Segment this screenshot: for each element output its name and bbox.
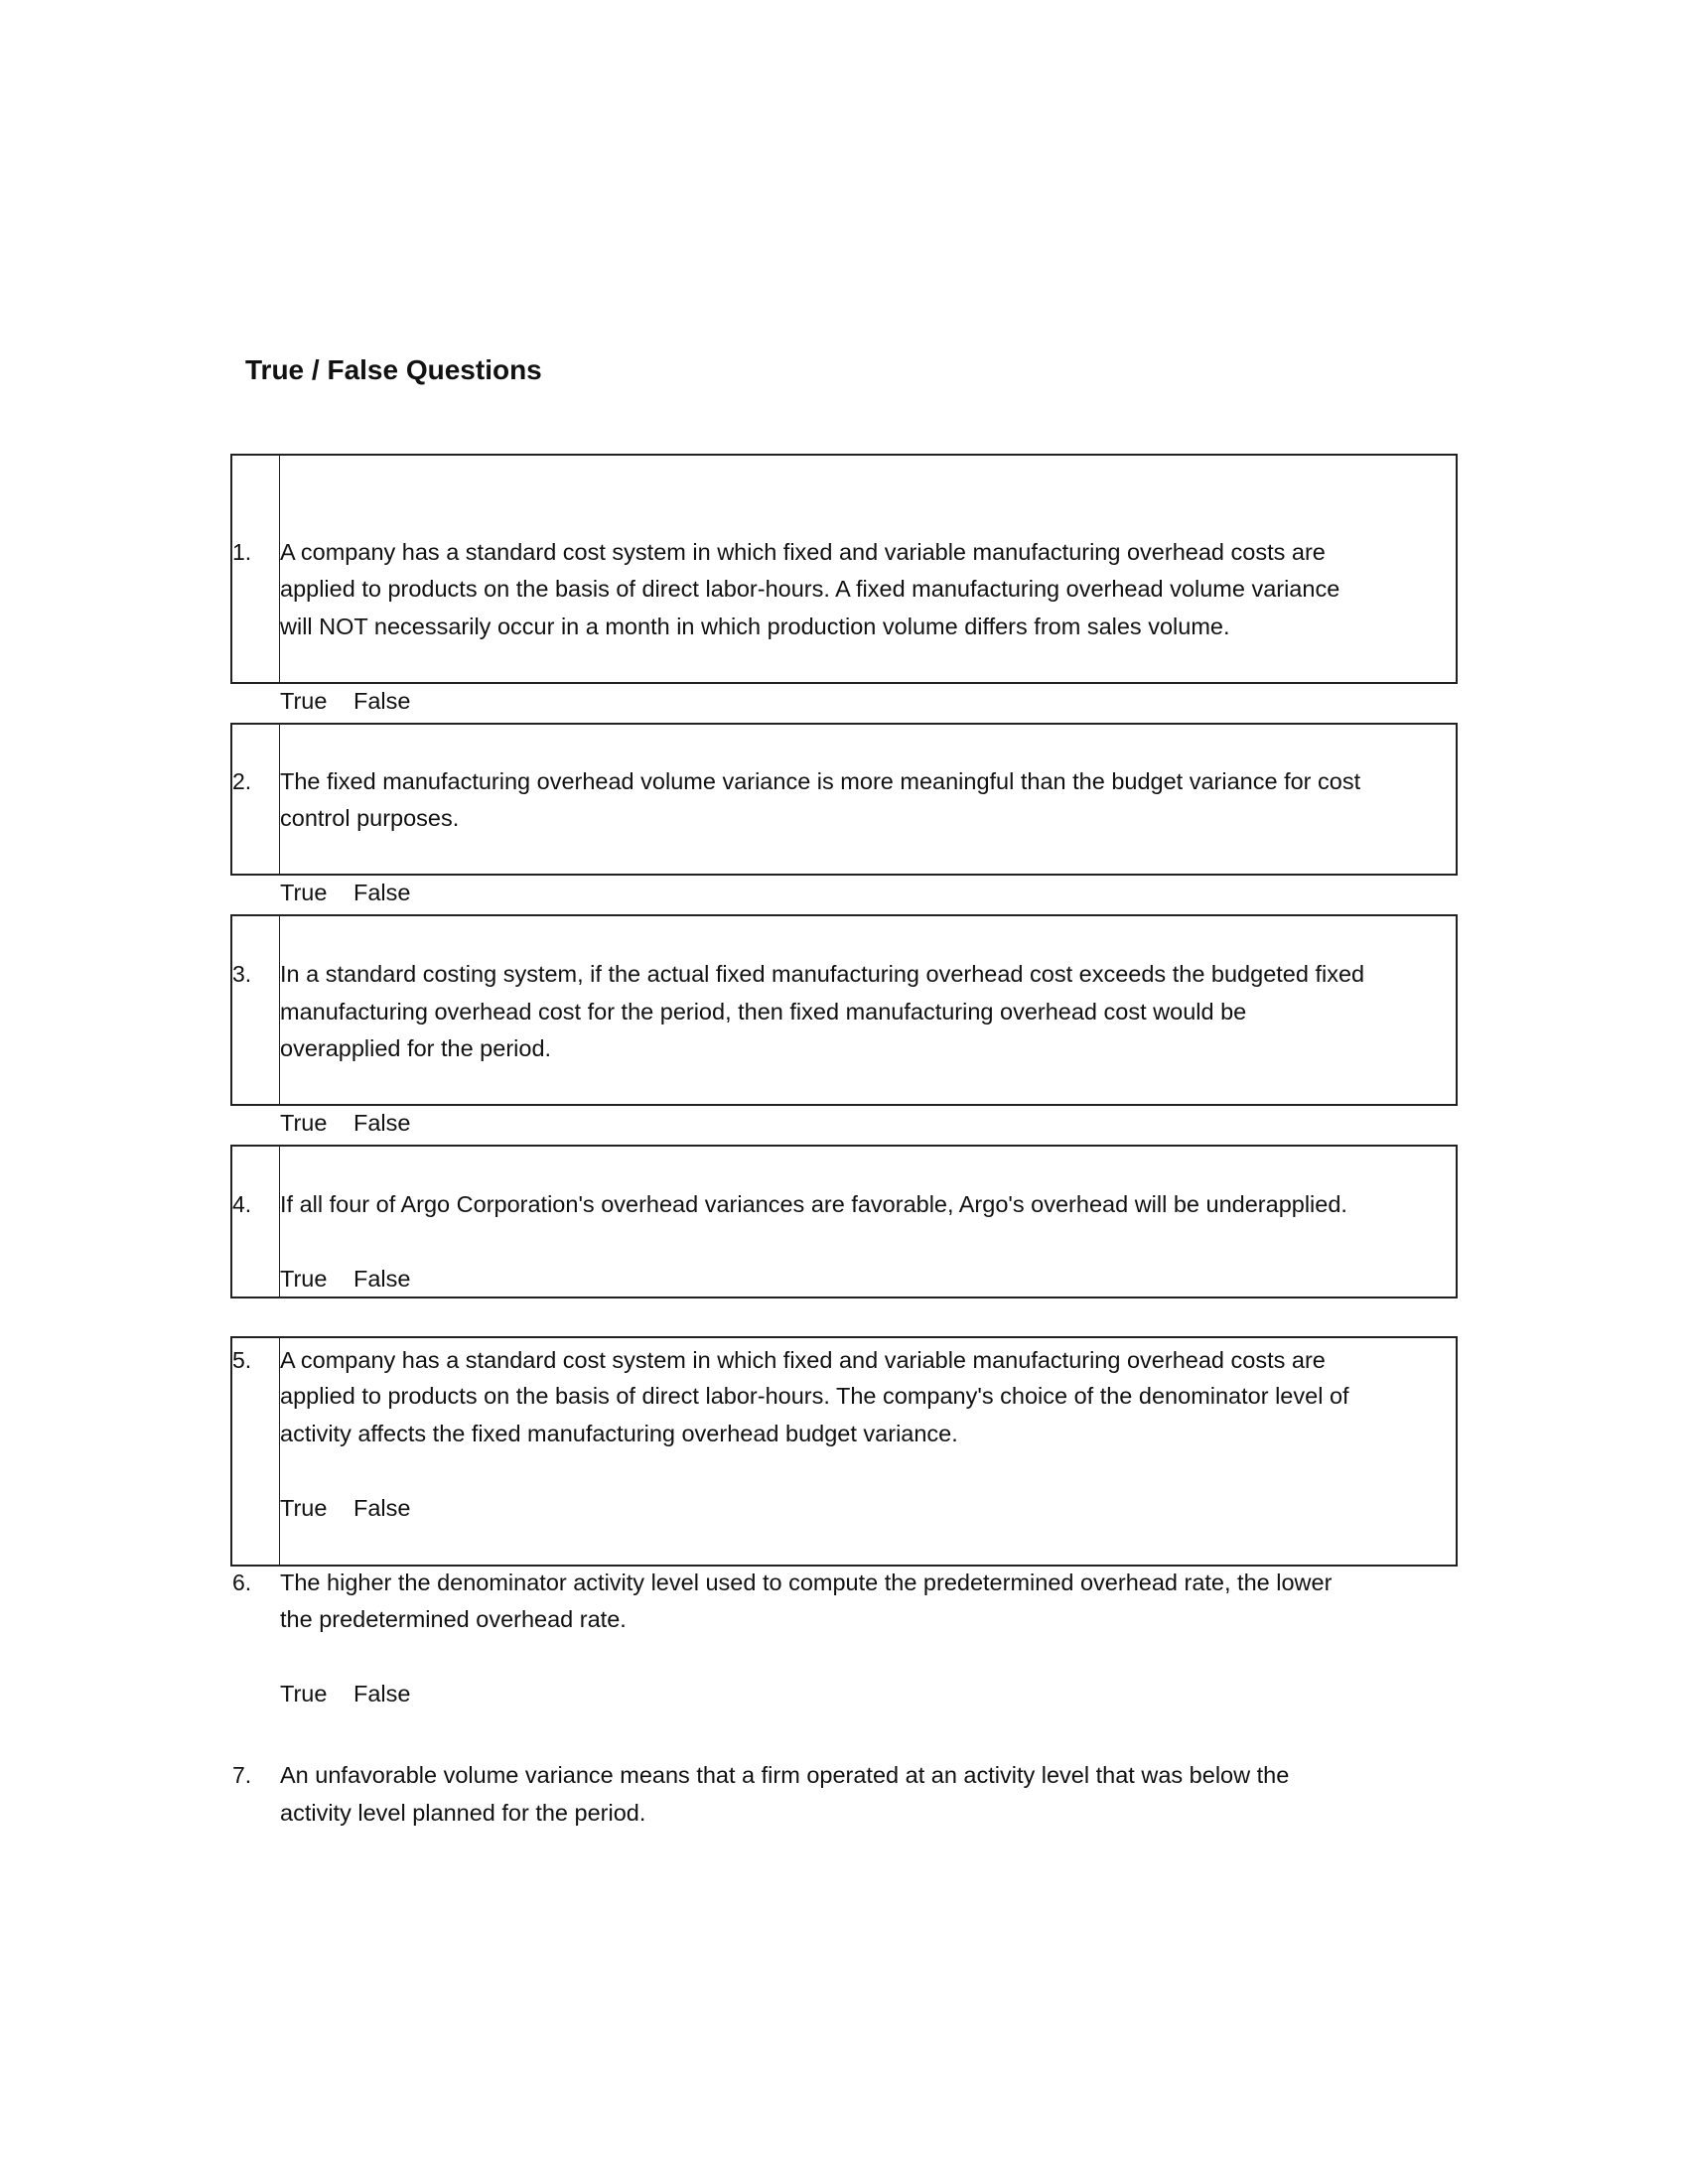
question-number: 4. xyxy=(232,1191,252,1217)
question-text: manufacturing overhead cost for the period, then fixed manufacturing overhead cost would be xyxy=(280,999,1247,1024)
question-text: A company has a standard cost system in which fixed and variable manufacturing overhead costs are xyxy=(280,1347,1326,1373)
question-box-4 xyxy=(230,1145,1458,1298)
option-true[interactable]: True xyxy=(280,880,328,905)
question-text: activity level planned for the period. xyxy=(280,1800,646,1826)
question-number: 5. xyxy=(232,1347,252,1373)
option-true[interactable]: True xyxy=(280,1495,328,1521)
question-text: In a standard costing system, if the actual fixed manufacturing overhead cost exceeds the budgeted fixed xyxy=(280,961,1365,987)
question-text: activity affects the fixed manufacturing overhead budget variance. xyxy=(280,1421,958,1446)
question-number: 1. xyxy=(232,539,252,565)
question-text: A company has a standard cost system in which fixed and variable manufacturing overhead costs are xyxy=(280,539,1326,565)
column-divider xyxy=(279,723,280,876)
question-box-2 xyxy=(230,723,1458,876)
option-false[interactable]: False xyxy=(353,880,411,905)
option-false[interactable]: False xyxy=(353,1681,411,1706)
question-text: The fixed manufacturing overhead volume variance is more meaningful than the budget variance for cost xyxy=(280,768,1361,794)
question-number: 2. xyxy=(232,768,252,794)
option-false[interactable]: False xyxy=(353,1110,411,1136)
option-false[interactable]: False xyxy=(353,1495,411,1521)
option-false[interactable]: False xyxy=(353,1266,411,1292)
page-title: True / False Questions xyxy=(245,354,542,385)
question-text: control purposes. xyxy=(280,805,460,831)
question-text: applied to products on the basis of direct labor-hours. A fixed manufacturing overhead volume variance xyxy=(280,576,1340,602)
question-text: The higher the denominator activity level used to compute the predetermined overhead rate, the lower xyxy=(280,1570,1333,1595)
option-true[interactable]: True xyxy=(280,1266,328,1292)
question-text: the predetermined overhead rate. xyxy=(280,1606,627,1632)
question-text: If all four of Argo Corporation's overhead variances are favorable, Argo's overhead will be underapplied. xyxy=(280,1191,1347,1217)
question-text: will NOT necessarily occur in a month in which production volume differs from sales volume. xyxy=(280,614,1230,639)
option-true[interactable]: True xyxy=(280,1681,328,1706)
option-true[interactable]: True xyxy=(280,1110,328,1136)
option-false[interactable]: False xyxy=(353,688,411,714)
question-text: applied to products on the basis of direct labor-hours. The company's choice of the denominator level of xyxy=(280,1383,1349,1409)
column-divider xyxy=(279,454,280,684)
question-number: 7. xyxy=(232,1762,252,1788)
question-text: An unfavorable volume variance means that a firm operated at an activity level that was below the xyxy=(280,1762,1290,1788)
option-true[interactable]: True xyxy=(280,688,328,714)
question-number: 6. xyxy=(232,1570,252,1595)
question-number: 3. xyxy=(232,961,252,987)
question-text: overapplied for the period. xyxy=(280,1035,552,1061)
question-box-1 xyxy=(230,454,1458,684)
